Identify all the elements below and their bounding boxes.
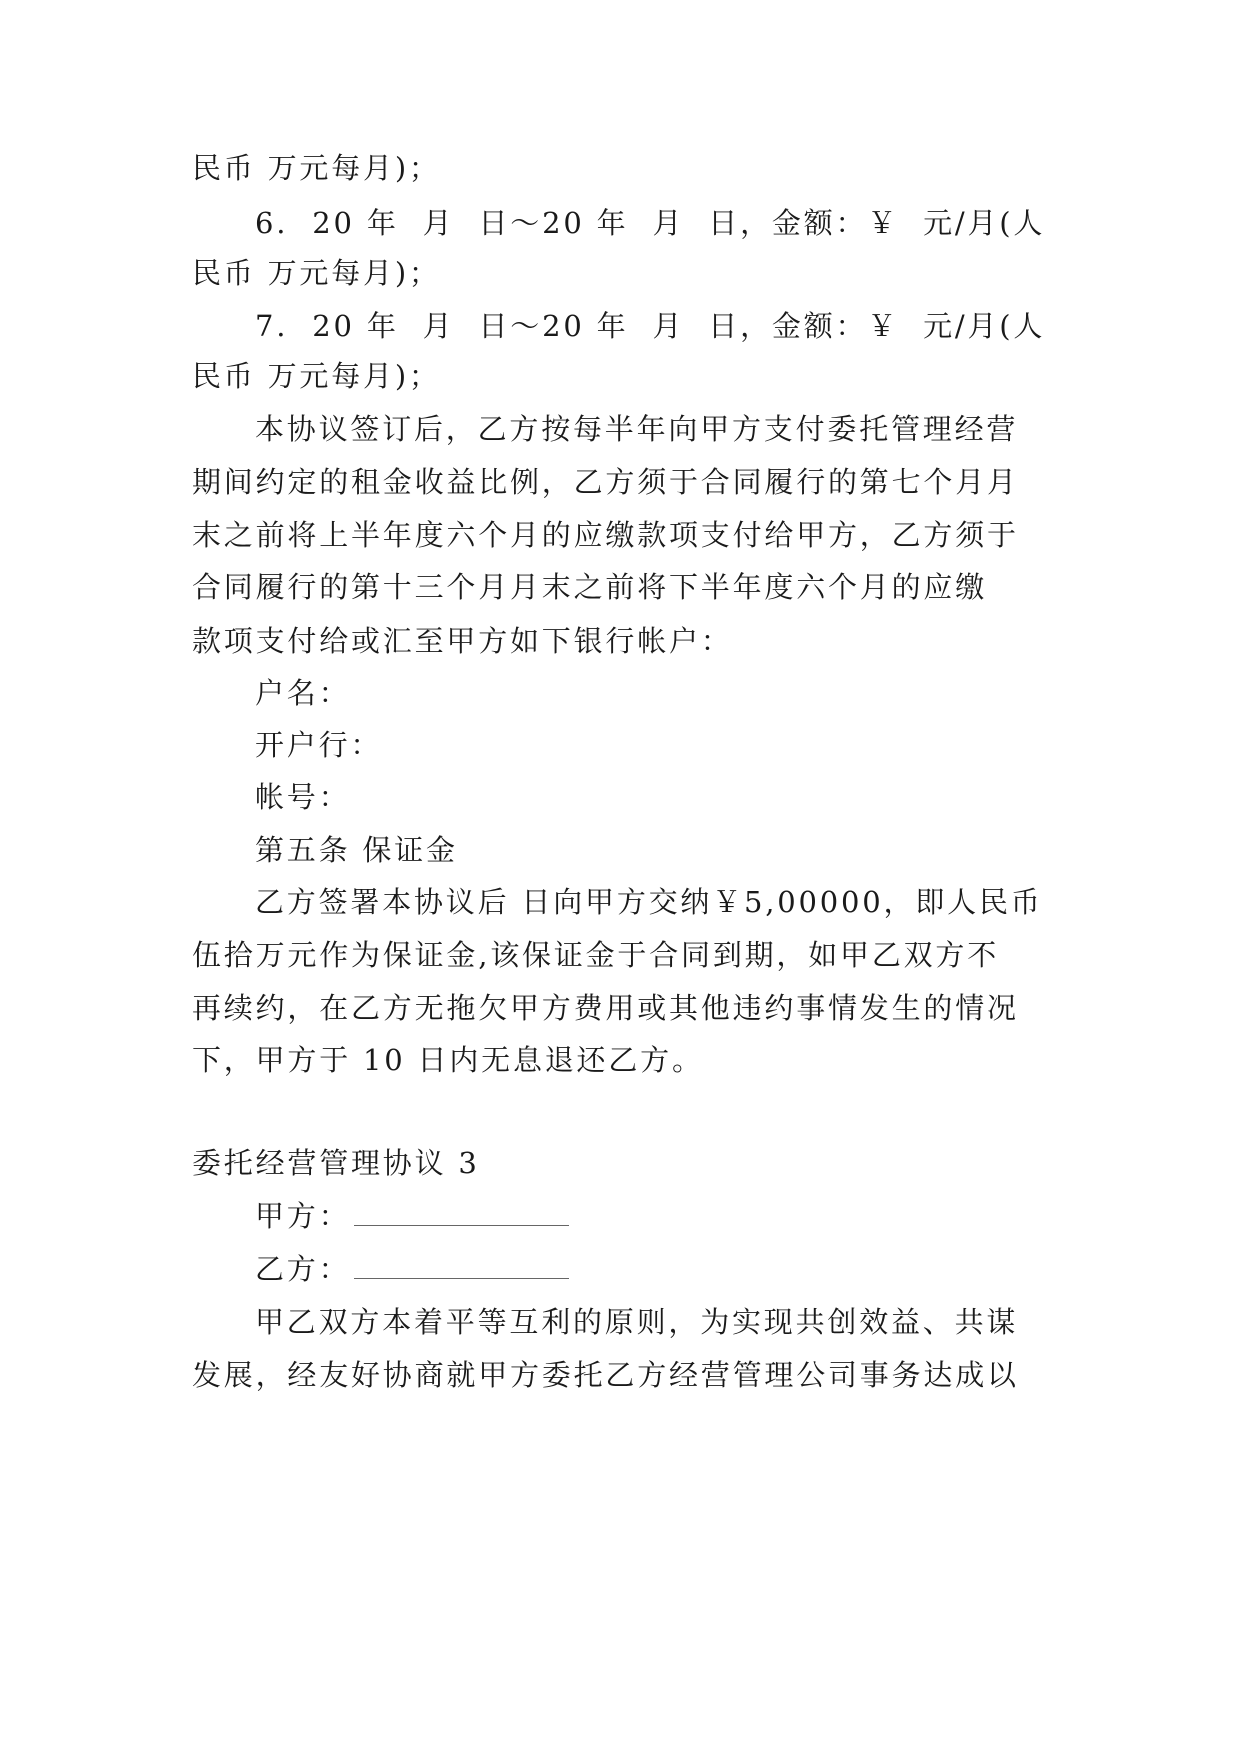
party-a-line xyxy=(255,1196,569,1236)
paragraph-line: 末之前将上半年度六个月的应缴款项支付给甲方，乙方须于 xyxy=(192,518,1019,552)
text-line: 民币 万元每月)； xyxy=(192,151,441,185)
party-b-line xyxy=(255,1249,569,1289)
paragraph-line: 期间约定的租金收益比例，乙方须于合同履行的第七个月月 xyxy=(192,465,1019,499)
text-line: 7. 20 年 月 日～20 年 月 日，金额：￥ 元/月(人 xyxy=(255,309,1046,343)
bank-label: 开户行： xyxy=(255,728,383,762)
paragraph-line: 乙方签署本协议后 日向甲方交纳￥5,00000，即人民币 xyxy=(255,885,1043,919)
paragraph-line: 发展，经友好协商就甲方委托乙方经营管理公司事务达成以 xyxy=(192,1358,1019,1392)
party-a-blank xyxy=(354,1205,569,1226)
paragraph-line: 款项支付给或汇至甲方如下银行帐户： xyxy=(192,624,733,658)
account-number-label: 帐号： xyxy=(255,780,351,814)
article-heading: 第五条 保证金 xyxy=(255,833,458,867)
paragraph-line: 甲乙双方本着平等互利的原则，为实现共创效益、共谋 xyxy=(255,1305,1019,1339)
text-line: 民币 万元每月)； xyxy=(192,359,441,393)
document-title: 委托经营管理协议 3 xyxy=(192,1146,480,1180)
paragraph-line: 伍拾万元作为保证金,该保证金于合同到期，如甲乙双方不 xyxy=(192,938,1000,972)
account-name-label: 户名： xyxy=(255,676,351,710)
party-b-blank xyxy=(354,1258,569,1279)
paragraph-line: 本协议签订后，乙方按每半年向甲方支付委托管理经营 xyxy=(255,412,1019,446)
text-line: 6. 20 年 月 日～20 年 月 日，金额：￥ 元/月(人 xyxy=(255,206,1046,240)
paragraph-line: 下，甲方于 10 日内无息退还乙方。 xyxy=(192,1043,704,1077)
paragraph-line: 再续约，在乙方无拖欠甲方费用或其他违约事情发生的情况 xyxy=(192,991,1019,1025)
paragraph-line: 合同履行的第十三个月月末之前将下半年度六个月的应缴 xyxy=(192,570,988,604)
party-a-label: 甲方： xyxy=(255,1199,351,1233)
party-b-label: 乙方： xyxy=(255,1252,351,1286)
text-line: 民币 万元每月)； xyxy=(192,256,441,290)
